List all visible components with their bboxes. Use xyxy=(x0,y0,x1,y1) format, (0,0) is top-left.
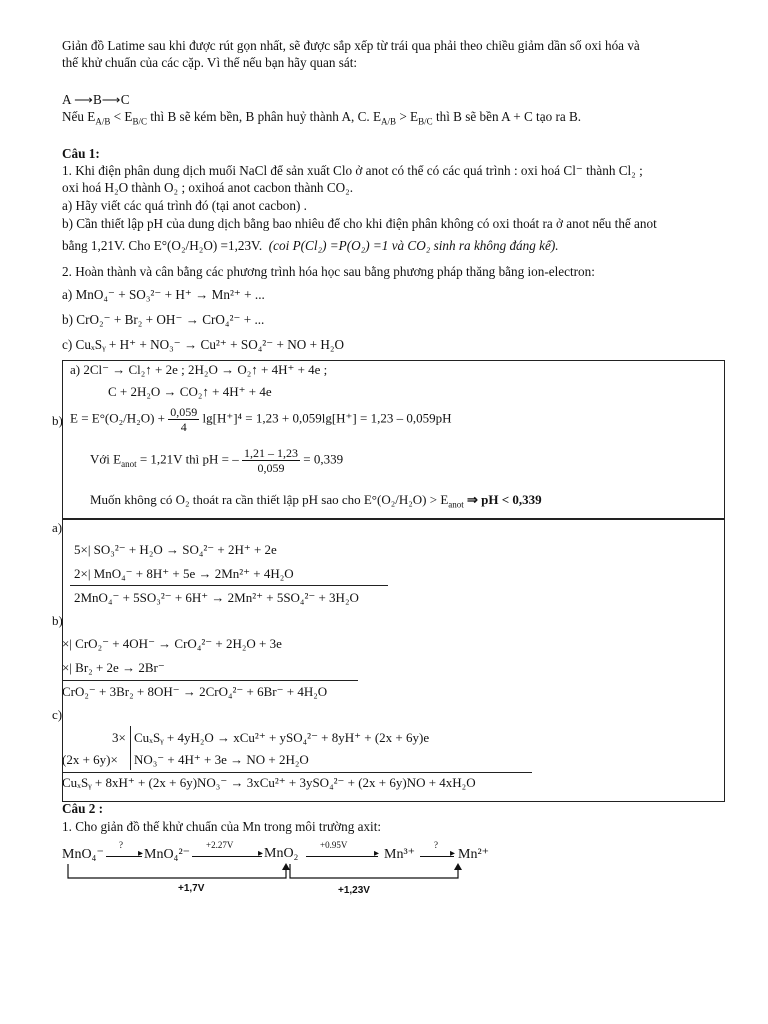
cau2-q1: 1. Cho giản đồ thế khử chuẩn của Mn trong môi trường axit: xyxy=(62,819,382,834)
ph-anot-sub: anot xyxy=(121,459,137,470)
balance-c-rule xyxy=(62,772,532,773)
ph-with: Với E xyxy=(90,451,122,467)
ph-frac-den: 0,059 xyxy=(257,461,285,475)
q1-line-c: a) Hãy viết các quá trình đó (tại anot cacbon) . xyxy=(62,198,307,213)
balance-c-label: c) xyxy=(52,707,63,722)
balance-b-rule xyxy=(62,680,358,681)
arrow-3 xyxy=(306,856,378,857)
species-mno4: MnO₄⁻ xyxy=(62,847,104,862)
nernst-frac-den: 4 xyxy=(180,420,187,434)
species-mno42: MnO₄²⁻ xyxy=(144,847,191,862)
balance-c-1: CuₓSᵧ + 4yH₂O → xCu²⁺ + ySO₄²⁻ + 8yH⁺ + (2x + 6y)e xyxy=(134,730,430,745)
conclusion-result: ⇒ pH < 0,339 xyxy=(467,492,542,507)
reaction-b: b) CrO₂⁻ + Br₂ + OH⁻ → CrO₄²⁻ + ... xyxy=(62,312,265,327)
conclusion-anot-sub: anot xyxy=(448,499,464,510)
nernst-pre: E = E°(O₂/H₂O) + xyxy=(70,410,165,426)
balance-b-sum: CrO₂⁻ + 3Br₂ + 8OH⁻ → 2CrO₄²⁻ + 6Br⁻ + 4H₂O xyxy=(62,684,328,699)
balance-b-label: b) xyxy=(52,613,63,628)
species-mn3: Mn³⁺ xyxy=(384,847,416,862)
reaction-a: a) MnO₄⁻ + SO₃²⁻ + H⁺ → Mn²⁺ + ... xyxy=(62,287,265,302)
balance-a-2: 2×| MnO₄⁻ + 8H⁺ + 5e → 2Mn²⁺ + 4H₂O xyxy=(74,566,294,581)
reaction-c: c) CuₓSᵧ + H⁺ + NO₃⁻ → Cu²⁺ + SO₄²⁻ + NO + H₂O xyxy=(62,337,344,352)
arrow-1-head: ▸ xyxy=(138,848,144,859)
cau2-title: Câu 2 : xyxy=(62,801,104,816)
balance-c-sum: CuₓSᵧ + 8xH⁺ + (2x + 6y)NO₃⁻ → 3xCu²⁺ + 3ySO₄²⁻ + (2x + 6y)NO + 4xH₂O xyxy=(62,775,476,790)
ph-with2: = 1,21V thì pH = – xyxy=(136,451,239,467)
nernst-frac-num: 0,059 xyxy=(170,405,198,419)
balance-c-bar xyxy=(130,726,131,770)
q1-line-b: oxi hoá H₂O thành O₂ ; oxihoá anot cacbon thành CO₂. xyxy=(62,180,354,195)
cau1-title: Câu 1: xyxy=(62,146,100,161)
bracket-2-label: +1,23V xyxy=(338,885,370,896)
q1-line-a: 1. Khi điện phân dung dịch muối NaCl để sản xuất Clo ở anot có thể có các quá trình : oxi hoá Cl⁻ thành Cl₂ ; xyxy=(62,163,643,178)
balance-c-1-mult: 3× xyxy=(112,730,126,745)
intro-line-2: thế khử chuẩn của các cặp. Vì thế nếu bạn hãy quan sát: xyxy=(62,55,358,70)
q1-note: (coi P(Cl₂) =P(O₂) =1 và CO₂ sinh ra không đáng kể). xyxy=(268,238,559,253)
balance-a-rule xyxy=(70,585,388,586)
answer-b-label: b) xyxy=(52,413,63,428)
arrow-1 xyxy=(106,856,142,857)
arrow-2-head: ▸ xyxy=(258,848,264,859)
balance-a-label: a) xyxy=(52,520,63,535)
balance-b-2: ×| Br₂ + 2e → 2Br⁻ xyxy=(62,660,165,675)
arrow-3-label: +0.95V xyxy=(320,840,348,850)
nernst-fraction xyxy=(168,405,199,434)
q2-instruction: 2. Hoàn thành và cân bằng các phương trình hóa học sau bằng phương pháp thăng bằng ion-electron: xyxy=(62,264,595,279)
answer-b-ph xyxy=(90,446,343,475)
ph-result: = 0,339 xyxy=(303,451,344,467)
balance-a-1: 5×| SO₃²⁻ + H₂O → SO₄²⁻ + 2H⁺ + 2e xyxy=(74,542,277,557)
arrow-2-label: +2.27V xyxy=(206,840,234,850)
ph-fraction xyxy=(242,446,300,475)
bracket-arrows xyxy=(60,860,480,884)
balance-a-sum: 2MnO₄⁻ + 5SO₃²⁻ + 6H⁺ → 2Mn²⁺ + 5SO₄²⁻ + 3H₂O xyxy=(74,590,359,605)
species-mno2: MnO₂ xyxy=(264,846,299,861)
balance-c-2-mult: (2x + 6y)× xyxy=(62,752,118,767)
answer-a-line2: C + 2H₂O → CO₂↑ + 4H⁺ + 4e xyxy=(108,384,272,399)
q1-line-d: b) Cần thiết lập pH của dung dịch bằng bao nhiêu để cho khi điện phân không có oxi thoát ra ở anot nếu thế anot xyxy=(62,216,657,231)
q1-line-e xyxy=(62,238,559,254)
answer-a-line1: a) 2Cl⁻ → Cl₂↑ + 2e ; 2H₂O → O₂↑ + 4H⁺ + 4e ; xyxy=(70,362,328,377)
nernst-post: lg[H⁺]⁴ = 1,23 + 0,059lg[H⁺] = 1,23 – 0,059pH xyxy=(202,410,452,426)
q1-line-e-text: bằng 1,21V. Cho E°(O₂/H₂O) =1,23V. xyxy=(62,238,263,253)
arrow-2 xyxy=(192,856,262,857)
bracket-1-label: +1,7V xyxy=(178,883,205,894)
balance-b-1: ×| CrO₂⁻ + 4OH⁻ → CrO₄²⁻ + 2H₂O + 3e xyxy=(62,636,282,651)
balance-c-2: NO₃⁻ + 4H⁺ + 3e → NO + 2H₂O xyxy=(134,752,309,767)
arrow-4-head: ▸ xyxy=(450,848,456,859)
species-mn2: Mn²⁺ xyxy=(458,847,490,862)
arrow-3-head: ▸ xyxy=(374,848,380,859)
intro-line-1: Giản đồ Latime sau khi được rút gọn nhất, sẽ được sắp xếp từ trái qua phải theo chiều giảm dần số oxi hóa và xyxy=(62,38,640,53)
abc-scheme: A ⟶B⟶C xyxy=(62,92,130,107)
latimer-rule: Nếu $E_{A/B} < E_{B/C}$ thì B sẽ kém bền, B phân huỷ thành A, C. $E_{A/B} > E_{B/C}$ thì B sẽ bền A + C tạo ra B. xyxy=(62,109,582,127)
answer-b-nernst xyxy=(70,405,451,434)
arrow-1-label: ? xyxy=(119,840,123,850)
arrow-4 xyxy=(420,856,454,857)
ph-frac-num: 1,21 – 1,23 xyxy=(244,446,299,460)
arrow-4-label: ? xyxy=(434,840,438,850)
answer-b-conclusion xyxy=(90,492,542,508)
conclusion-text: Muốn không có O₂ thoát ra cần thiết lập pH sao cho E°(O₂/H₂O) > E xyxy=(90,492,449,507)
